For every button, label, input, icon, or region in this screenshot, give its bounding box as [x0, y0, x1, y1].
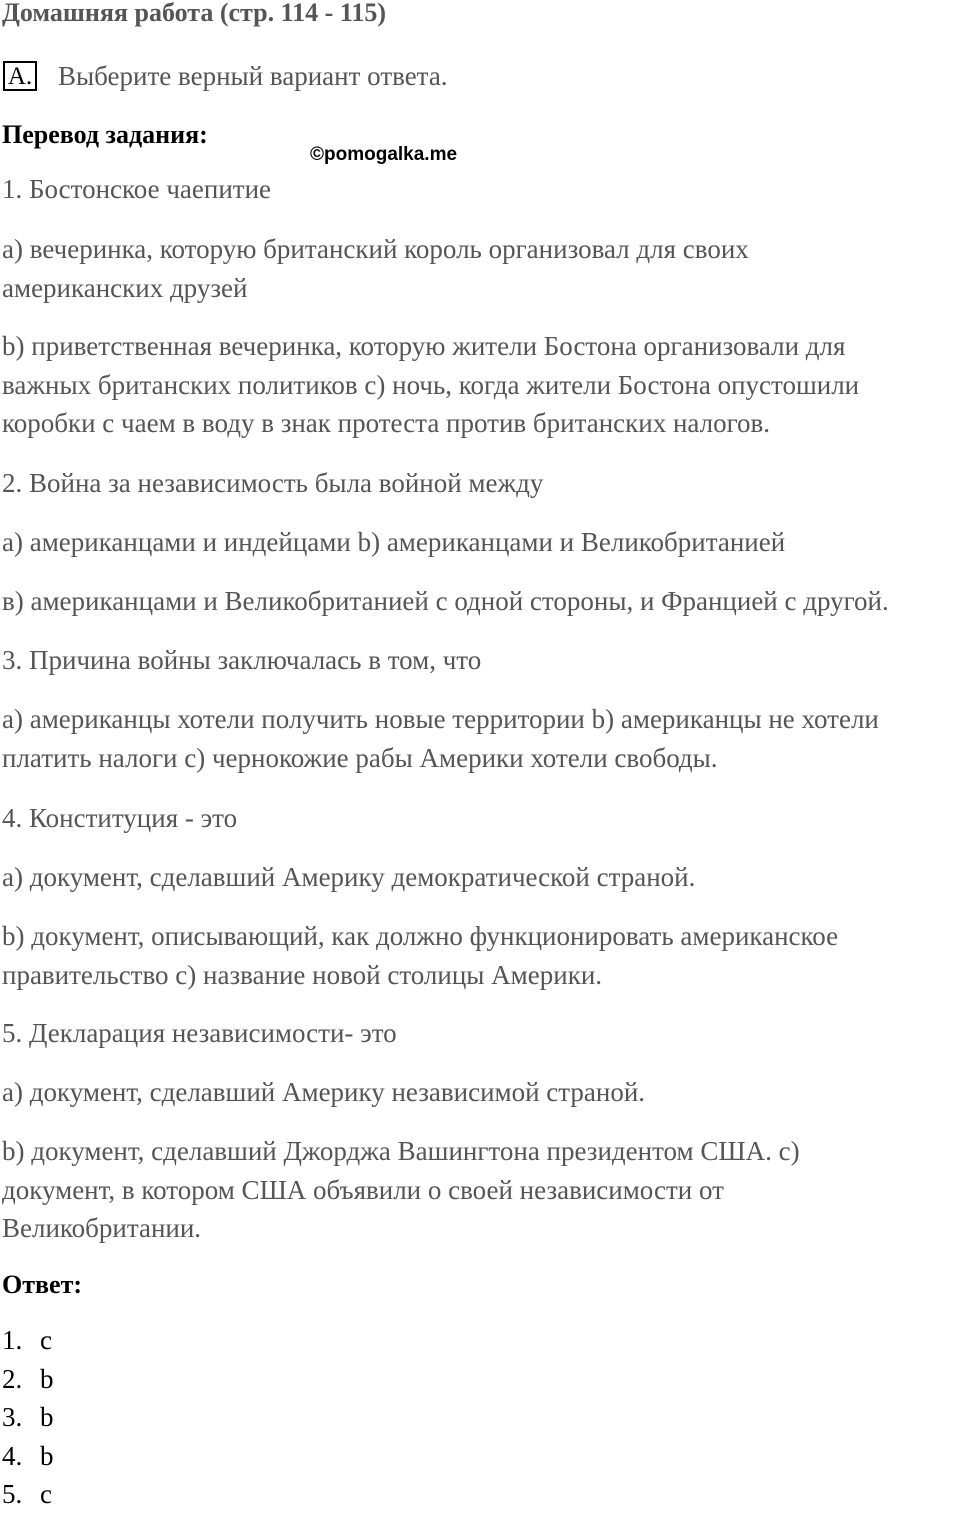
- translation-heading: Перевод задания:: [2, 120, 208, 149]
- answer-value: b: [40, 1363, 54, 1394]
- question-paragraph: [2, 917, 960, 994]
- answer-item: [2, 1437, 54, 1476]
- answer-item: [2, 1398, 54, 1437]
- answer-value: c: [40, 1479, 52, 1509]
- question-paragraph: [2, 1132, 960, 1248]
- question-line: 2. Война за независимость была войной между: [2, 468, 544, 498]
- question-paragraph: [2, 230, 960, 307]
- question-line: a) документ, сделавший Америку независимой страной.: [2, 1077, 646, 1107]
- question-paragraph: [2, 799, 960, 838]
- question-line: b) документ, сделавший Джорджа Вашингтона президентом США. c): [2, 1136, 800, 1166]
- answer-number: 1.: [2, 1325, 23, 1355]
- question-paragraph: [2, 464, 960, 503]
- answer-item: [2, 1321, 52, 1360]
- question-paragraph: [2, 1073, 960, 1112]
- answer-number: 3.: [2, 1402, 23, 1432]
- question-line: 5. Декларация независимости- это: [2, 1018, 397, 1048]
- question-line: правительство c) название новой столицы Америки.: [2, 959, 603, 990]
- answer-heading: Ответ:: [2, 1270, 83, 1299]
- question-paragraph: [2, 327, 960, 443]
- question-line: a) документ, сделавший Америку демократической страной.: [2, 862, 696, 892]
- question-line: 1. Бостонское чаепитие: [2, 174, 272, 204]
- question-line: 3. Причина войны заключалась в том, что: [2, 645, 482, 675]
- question-line: a) американцы хотели получить новые территории b) американцы не хотели: [2, 704, 879, 734]
- answer-value: b: [40, 1402, 54, 1432]
- question-paragraph: [2, 858, 960, 897]
- question-line: 4. Конституция - это: [2, 803, 238, 833]
- answer-value: b: [40, 1440, 54, 1471]
- question-paragraph: [2, 170, 960, 209]
- answer-item: [2, 1360, 54, 1399]
- question-line: a) вечеринка, которую британский король организовал для своих: [2, 234, 749, 264]
- question-line: b) документ, описывающий, как должно функционировать американское: [2, 921, 839, 951]
- question-line: документ, в котором США объявили о своей независимости от: [2, 1174, 724, 1205]
- question-paragraph: [2, 641, 960, 680]
- question-line: в) американцами и Великобританией с одной стороны, и Францией с другой.: [2, 586, 889, 616]
- task-label-box: A.: [3, 61, 37, 91]
- question-line: платить налоги c) чернокожие рабы Америки хотели свободы.: [2, 742, 718, 773]
- question-line: Великобритании.: [2, 1213, 202, 1243]
- question-paragraph: [2, 1014, 960, 1053]
- answer-number: 5.: [2, 1479, 23, 1509]
- question-paragraph: [2, 700, 960, 777]
- watermark: ©pomogalka.me: [310, 144, 458, 165]
- task-instruction: Выберите верный вариант ответа.: [58, 61, 448, 91]
- question-paragraph: [2, 523, 960, 562]
- answer-number: 2.: [2, 1363, 23, 1394]
- answer-number: 4.: [2, 1440, 23, 1471]
- question-line: важных британских политиков c) ночь, когда жители Бостона опустошили: [2, 369, 860, 400]
- question-line: a) американцами и индейцами b) американцами и Великобританией: [2, 527, 786, 557]
- answer-value: c: [40, 1325, 52, 1355]
- page-title: Домашняя работа (стр. 114 - 115): [2, 0, 387, 27]
- question-line: американских друзей: [2, 272, 248, 303]
- question-line: b) приветственная вечеринка, которую жители Бостона организовали для: [2, 331, 846, 361]
- question-line: коробки с чаем в воду в знак протеста против британских налогов.: [2, 408, 770, 438]
- answer-item: [2, 1475, 52, 1514]
- question-paragraph: [2, 582, 960, 621]
